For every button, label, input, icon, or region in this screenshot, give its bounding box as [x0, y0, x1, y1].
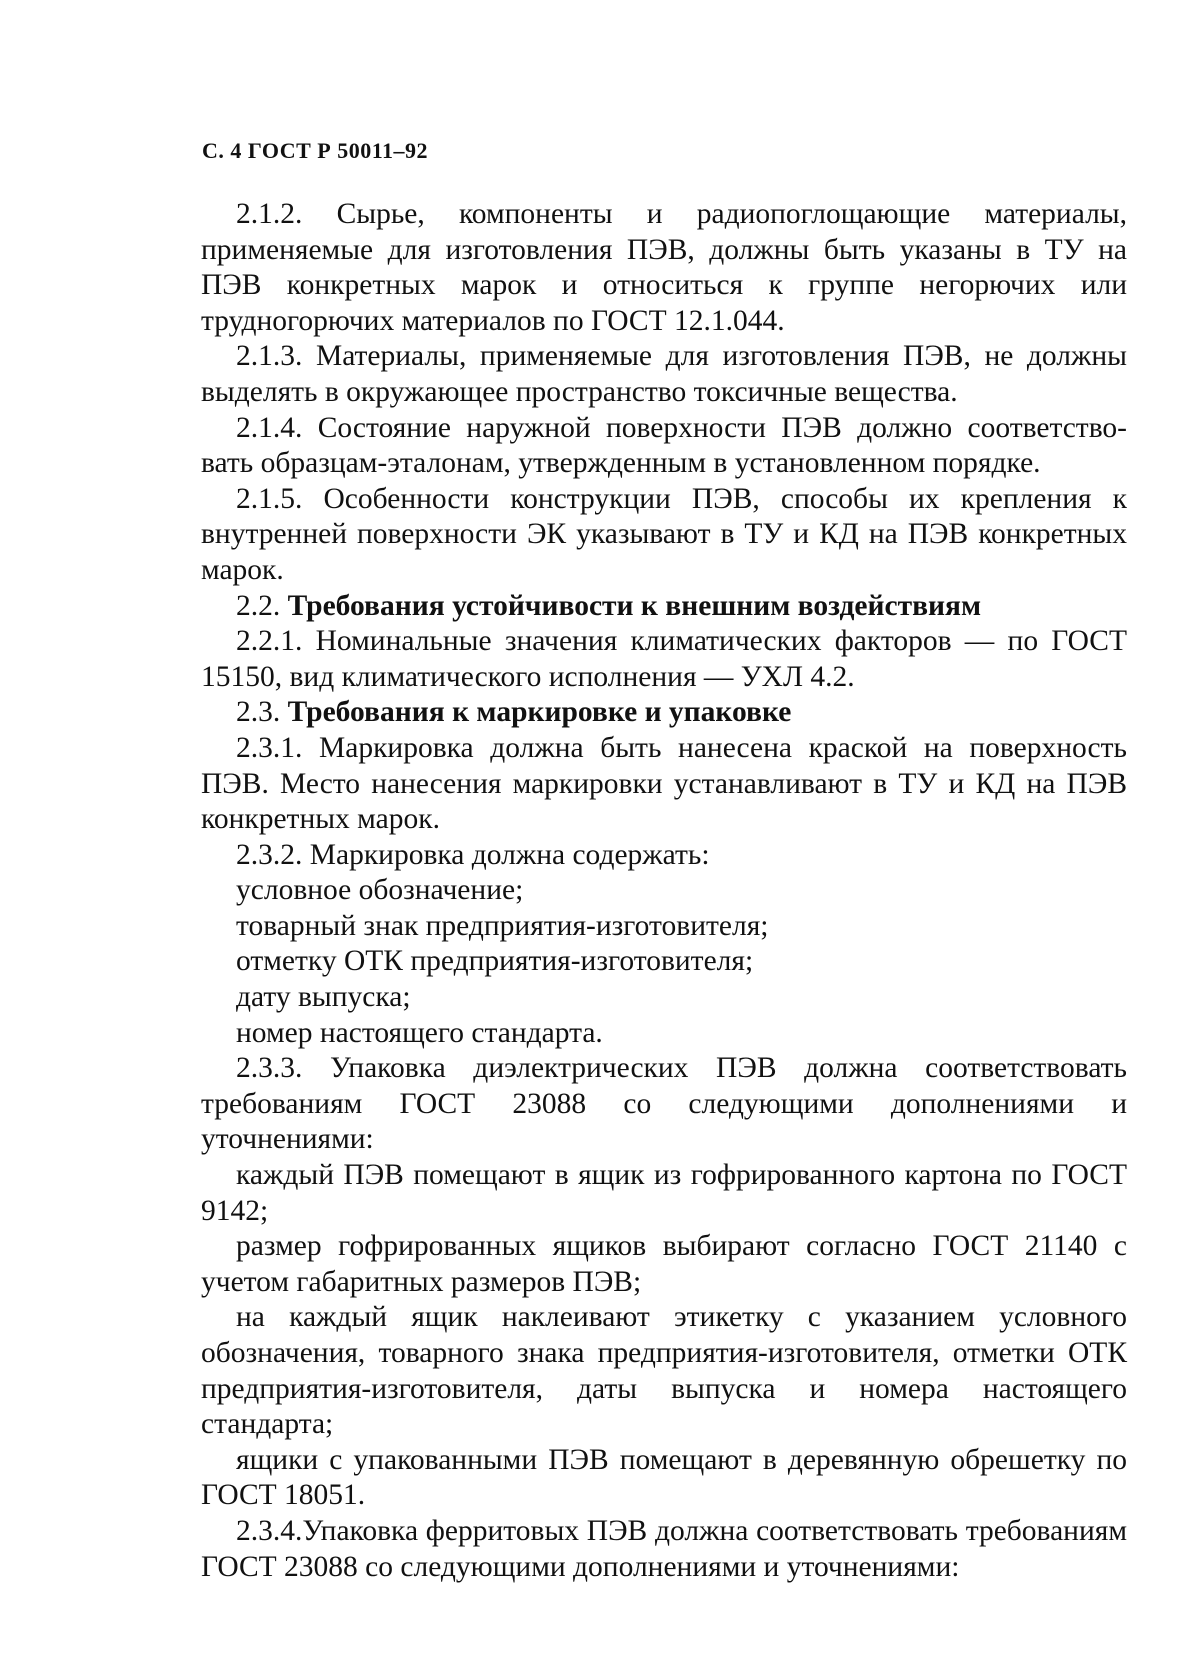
- section-title-2-2: Требования устойчивости к внешним воздействиям: [287, 589, 982, 622]
- marking-item: дату выпуска;: [236, 981, 411, 1014]
- paragraph-2-3-2: 2.3.2. Маркировка должна содержать:: [236, 838, 710, 871]
- paragraph-2-1-5: 2.1.5. Особенности конструкции ПЭВ, способы их крепления к внутренней поверхности ЭК указывают в ТУ и КД на ПЭВ конкретных марок.: [201, 482, 1127, 586]
- paragraph-2-3-1: 2.3.1. Маркировка должна быть нанесена краской на поверхность ПЭВ. Место нанесения маркировки устанавливают в ТУ и КД на ПЭВ конкретных марок.: [201, 731, 1127, 836]
- packing-item: ящики с упакованными ПЭВ помещают в деревянную обрешетку по ГОСТ 18051.: [201, 1443, 1127, 1512]
- paragraph-2-1-3: 2.1.3. Материалы, применяемые для изготовления ПЭВ, не должны выделять в окружающее пространство токсичные вещества.: [201, 340, 1127, 408]
- paragraph-2-3-4: 2.3.4.Упаковка ферритовых ПЭВ должна соответствовать требованиям ГОСТ 23088 со следующими дополнениями и уточнениями:: [201, 1514, 1127, 1583]
- marking-item: условное обозначение;: [236, 874, 524, 907]
- page-header: С. 4 ГОСТ Р 50011–92: [202, 138, 429, 163]
- section-number-2-3: 2.3.: [236, 696, 281, 729]
- marking-item: номер настоящего стандарта.: [236, 1016, 603, 1049]
- paragraph-2-2-1: 2.2.1. Номинальные значения климатических факторов — по ГОСТ 15150, вид климатического исполнения — УХЛ 4.2.: [201, 625, 1127, 693]
- paragraph-2-1-4: 2.1.4. Состояние наружной поверхности ПЭВ должно соответство-вать образцам-эталонам, утвержденным в установленном порядке.: [201, 411, 1127, 480]
- section-title-2-3: Требования к маркировке и упаковке: [287, 696, 792, 729]
- marking-item: отметку ОТК предприятия-изготовителя;: [236, 945, 754, 978]
- packing-item: каждый ПЭВ помещают в ящик из гофрированного картона по ГОСТ 9142;: [201, 1159, 1127, 1227]
- packing-item: размер гофрированных ящиков выбирают согласно ГОСТ 21140 с учетом габаритных размеров ПЭВ;: [201, 1230, 1127, 1298]
- document-body: [201, 197, 1127, 1585]
- section-heading-2-3: [201, 695, 1127, 731]
- marking-item: товарный знак предприятия-изготовителя;: [236, 909, 769, 942]
- section-number-2-2: 2.2.: [236, 589, 281, 622]
- packing-item: на каждый ящик наклеивают этикетку с указанием условного обозначения, товарного знака предприятия-изготовителя, отметки ОТК предприятия-изготовителя, даты выпуска и номера настоящего стандарта;: [201, 1301, 1127, 1441]
- section-heading-2-2: [201, 589, 1127, 625]
- paragraph-2-3-3: 2.3.3. Упаковка диэлектрических ПЭВ должна соответствовать требованиям ГОСТ 23088 со следующими дополнениями и уточнениями:: [201, 1052, 1127, 1156]
- paragraph-2-1-2: 2.1.2. Сырье, компоненты и радиопоглощающие материалы, применяемые для изготовления ПЭВ, должны быть указаны в ТУ на ПЭВ конкретных марок и относиться к группе негорючих или трудногорючих материалов по ГОСТ 12.1.044.: [201, 198, 1127, 337]
